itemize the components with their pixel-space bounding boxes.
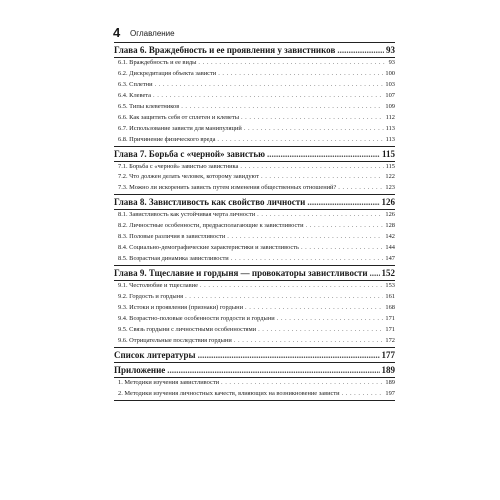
dot-leader xyxy=(198,348,380,362)
toc-item-page: 147 xyxy=(385,255,395,263)
toc-item-page: 171 xyxy=(385,314,395,322)
dot-leader xyxy=(153,91,383,102)
toc-item-label: 9.2. Гордость и гордыня xyxy=(118,292,184,300)
dot-leader xyxy=(227,232,383,243)
toc-item[interactable] xyxy=(114,80,395,91)
dot-leader xyxy=(244,124,384,135)
dot-leader xyxy=(234,336,384,347)
toc-item[interactable] xyxy=(114,303,395,314)
toc-chapter[interactable] xyxy=(114,195,395,209)
running-head: Оглавление xyxy=(130,29,175,38)
chapter-page: 152 xyxy=(381,268,395,278)
toc-item-label: 6.4. Клевета xyxy=(118,91,151,99)
dot-leader xyxy=(267,147,380,161)
dot-leader xyxy=(261,172,383,183)
dot-leader xyxy=(198,58,386,69)
toc-item[interactable] xyxy=(114,69,395,80)
toc-item-label: 2. Методики изучения личностных качеств, влияющих на возникновение зависти xyxy=(118,389,340,397)
chapter-title: Приложение xyxy=(114,364,166,375)
toc-chapter[interactable] xyxy=(114,363,395,377)
toc-item-page: 197 xyxy=(385,389,395,397)
toc-item[interactable] xyxy=(114,314,395,325)
dot-leader xyxy=(200,281,383,292)
toc-item-page: 113 xyxy=(385,135,395,143)
toc-item-label: 6.6. Как защитить себя от сплетен и клеветы xyxy=(118,113,239,121)
toc-item[interactable] xyxy=(114,172,395,183)
toc-item-label: 8.5. Возрастная динамика завистливости xyxy=(118,255,229,263)
toc-item-label: 9.4. Возрастно-половые особенности гордости и гордыни xyxy=(118,314,275,322)
toc-item[interactable] xyxy=(114,292,395,303)
toc-item-page: 107 xyxy=(385,91,395,99)
toc-item-page: 153 xyxy=(385,282,395,289)
toc-item-page: 100 xyxy=(385,69,395,77)
dot-leader xyxy=(245,303,383,314)
dot-leader xyxy=(258,325,383,336)
toc-chapter[interactable] xyxy=(114,266,395,280)
toc-item-page: 172 xyxy=(385,336,395,344)
toc-item-label: 9.6. Отрицательные последствия гордыни xyxy=(118,336,232,344)
dot-leader xyxy=(338,183,383,194)
dot-leader xyxy=(307,195,379,209)
toc-item[interactable] xyxy=(114,183,395,194)
toc-item[interactable] xyxy=(114,389,395,400)
dot-leader xyxy=(306,221,384,232)
dot-leader xyxy=(241,113,384,124)
toc-item[interactable] xyxy=(114,162,395,173)
toc-item[interactable] xyxy=(114,232,395,243)
toc-item-page: 142 xyxy=(385,233,395,241)
page-header xyxy=(113,23,393,39)
toc-item-page: 93 xyxy=(388,59,395,66)
toc-item[interactable] xyxy=(114,221,395,232)
dot-leader xyxy=(167,363,379,377)
toc-item[interactable] xyxy=(114,91,395,102)
toc-item[interactable] xyxy=(114,210,395,221)
toc-item-page: 189 xyxy=(385,378,395,386)
toc-item-page: 103 xyxy=(385,80,395,88)
toc-item-label: 6.1. Враждебность и ее виды xyxy=(118,59,197,66)
toc-item[interactable] xyxy=(114,113,395,124)
toc-item-label: 8.1. Завистливость как устойчивая черта личности xyxy=(118,211,256,219)
dot-leader xyxy=(221,378,383,389)
toc-chapter[interactable] xyxy=(114,147,395,161)
toc-item-label: 1. Методики изучения завистливости xyxy=(118,378,220,386)
chapter-title: Глава 9. Тщеславие и гордыня — провокаторы завистливости xyxy=(114,268,368,278)
toc-item-label: 7.3. Можно ли искоренить зависть путем изменения общественных отношений? xyxy=(118,184,337,192)
dot-leader xyxy=(257,210,383,221)
chapter-title: Глава 7. Борьба с «черной» завистью xyxy=(114,148,265,159)
divider xyxy=(114,400,395,401)
toc-item-page: 109 xyxy=(385,102,395,110)
page-number: 4 xyxy=(113,25,121,40)
dot-leader xyxy=(342,389,384,400)
toc-item[interactable] xyxy=(114,254,395,265)
toc-item-page: 122 xyxy=(385,173,395,181)
toc-item-label: 6.5. Типы клеветников xyxy=(118,102,180,110)
toc-item-label: 6.3. Сплетни xyxy=(118,80,153,88)
toc-item[interactable] xyxy=(114,336,395,347)
dot-leader xyxy=(370,266,380,280)
chapter-page: 177 xyxy=(381,349,395,360)
toc-item-page: 161 xyxy=(385,292,395,300)
toc-item[interactable] xyxy=(114,378,395,389)
dot-leader xyxy=(218,69,383,80)
toc-item-page: 113 xyxy=(385,124,395,132)
toc-item-page: 115 xyxy=(385,162,395,170)
toc-item-label: 7.1. Борьба с «черной» завистью завистника xyxy=(118,162,239,170)
toc-item-label: 6.8. Причинение физического вреда xyxy=(118,135,216,143)
toc-item-label: 8.3. Половые различия в завистливости xyxy=(118,233,226,241)
toc-item[interactable] xyxy=(114,281,395,292)
toc-item[interactable] xyxy=(114,102,395,113)
table-of-contents xyxy=(114,42,395,401)
chapter-title: Список литературы xyxy=(114,349,196,360)
chapter-title: Глава 8. Завистливость как свойство личности xyxy=(114,197,306,208)
dot-leader xyxy=(231,254,384,265)
toc-item-label: 9.1. Честолюбие и тщеславие xyxy=(118,282,198,289)
toc-item-label: 7.2. Что должен делать человек, которому завидуют xyxy=(118,173,260,181)
toc-item[interactable] xyxy=(114,58,395,69)
toc-item[interactable] xyxy=(114,243,395,254)
toc-item-label: 9.3. Истоки и проявления (признаки) гордыни xyxy=(118,303,243,311)
toc-item-page: 128 xyxy=(385,222,395,230)
toc-item-page: 112 xyxy=(385,113,395,121)
dot-leader xyxy=(301,243,383,254)
toc-item-label: 8.2. Личностные особенности, предрасполагающие к завистливости xyxy=(118,222,304,230)
dot-leader xyxy=(181,102,383,113)
dot-leader xyxy=(185,292,383,303)
toc-item-label: 6.2. Дискредитация объекта зависти xyxy=(118,69,217,77)
toc-item-label: 9.5. Связь гордыни с личностными особенностями xyxy=(118,325,257,333)
dot-leader xyxy=(155,80,384,91)
toc-chapter[interactable] xyxy=(114,348,395,362)
toc-item[interactable] xyxy=(114,135,395,146)
toc-item[interactable] xyxy=(114,325,395,336)
toc-item-page: 123 xyxy=(385,184,395,192)
chapter-page: 189 xyxy=(381,364,395,375)
toc-item-page: 171 xyxy=(385,325,395,333)
toc-item-page: 126 xyxy=(385,211,395,219)
dot-leader xyxy=(337,43,384,57)
toc-item-page: 144 xyxy=(385,244,395,252)
toc-chapter[interactable] xyxy=(114,43,395,57)
toc-item-label: 8.4. Социально-демографические характеристики и завистливость xyxy=(118,244,299,252)
dot-leader xyxy=(217,135,383,146)
dot-leader xyxy=(277,314,384,325)
toc-item[interactable] xyxy=(114,124,395,135)
chapter-title: Глава 6. Враждебность и ее проявления у завистников xyxy=(114,45,336,55)
chapter-page: 93 xyxy=(386,45,395,55)
chapter-page: 126 xyxy=(381,197,395,208)
chapter-page: 115 xyxy=(381,148,395,159)
toc-item-label: 6.7. Использование зависти для манипуляций xyxy=(118,124,242,132)
dot-leader xyxy=(240,162,383,173)
toc-item-page: 168 xyxy=(385,303,395,311)
